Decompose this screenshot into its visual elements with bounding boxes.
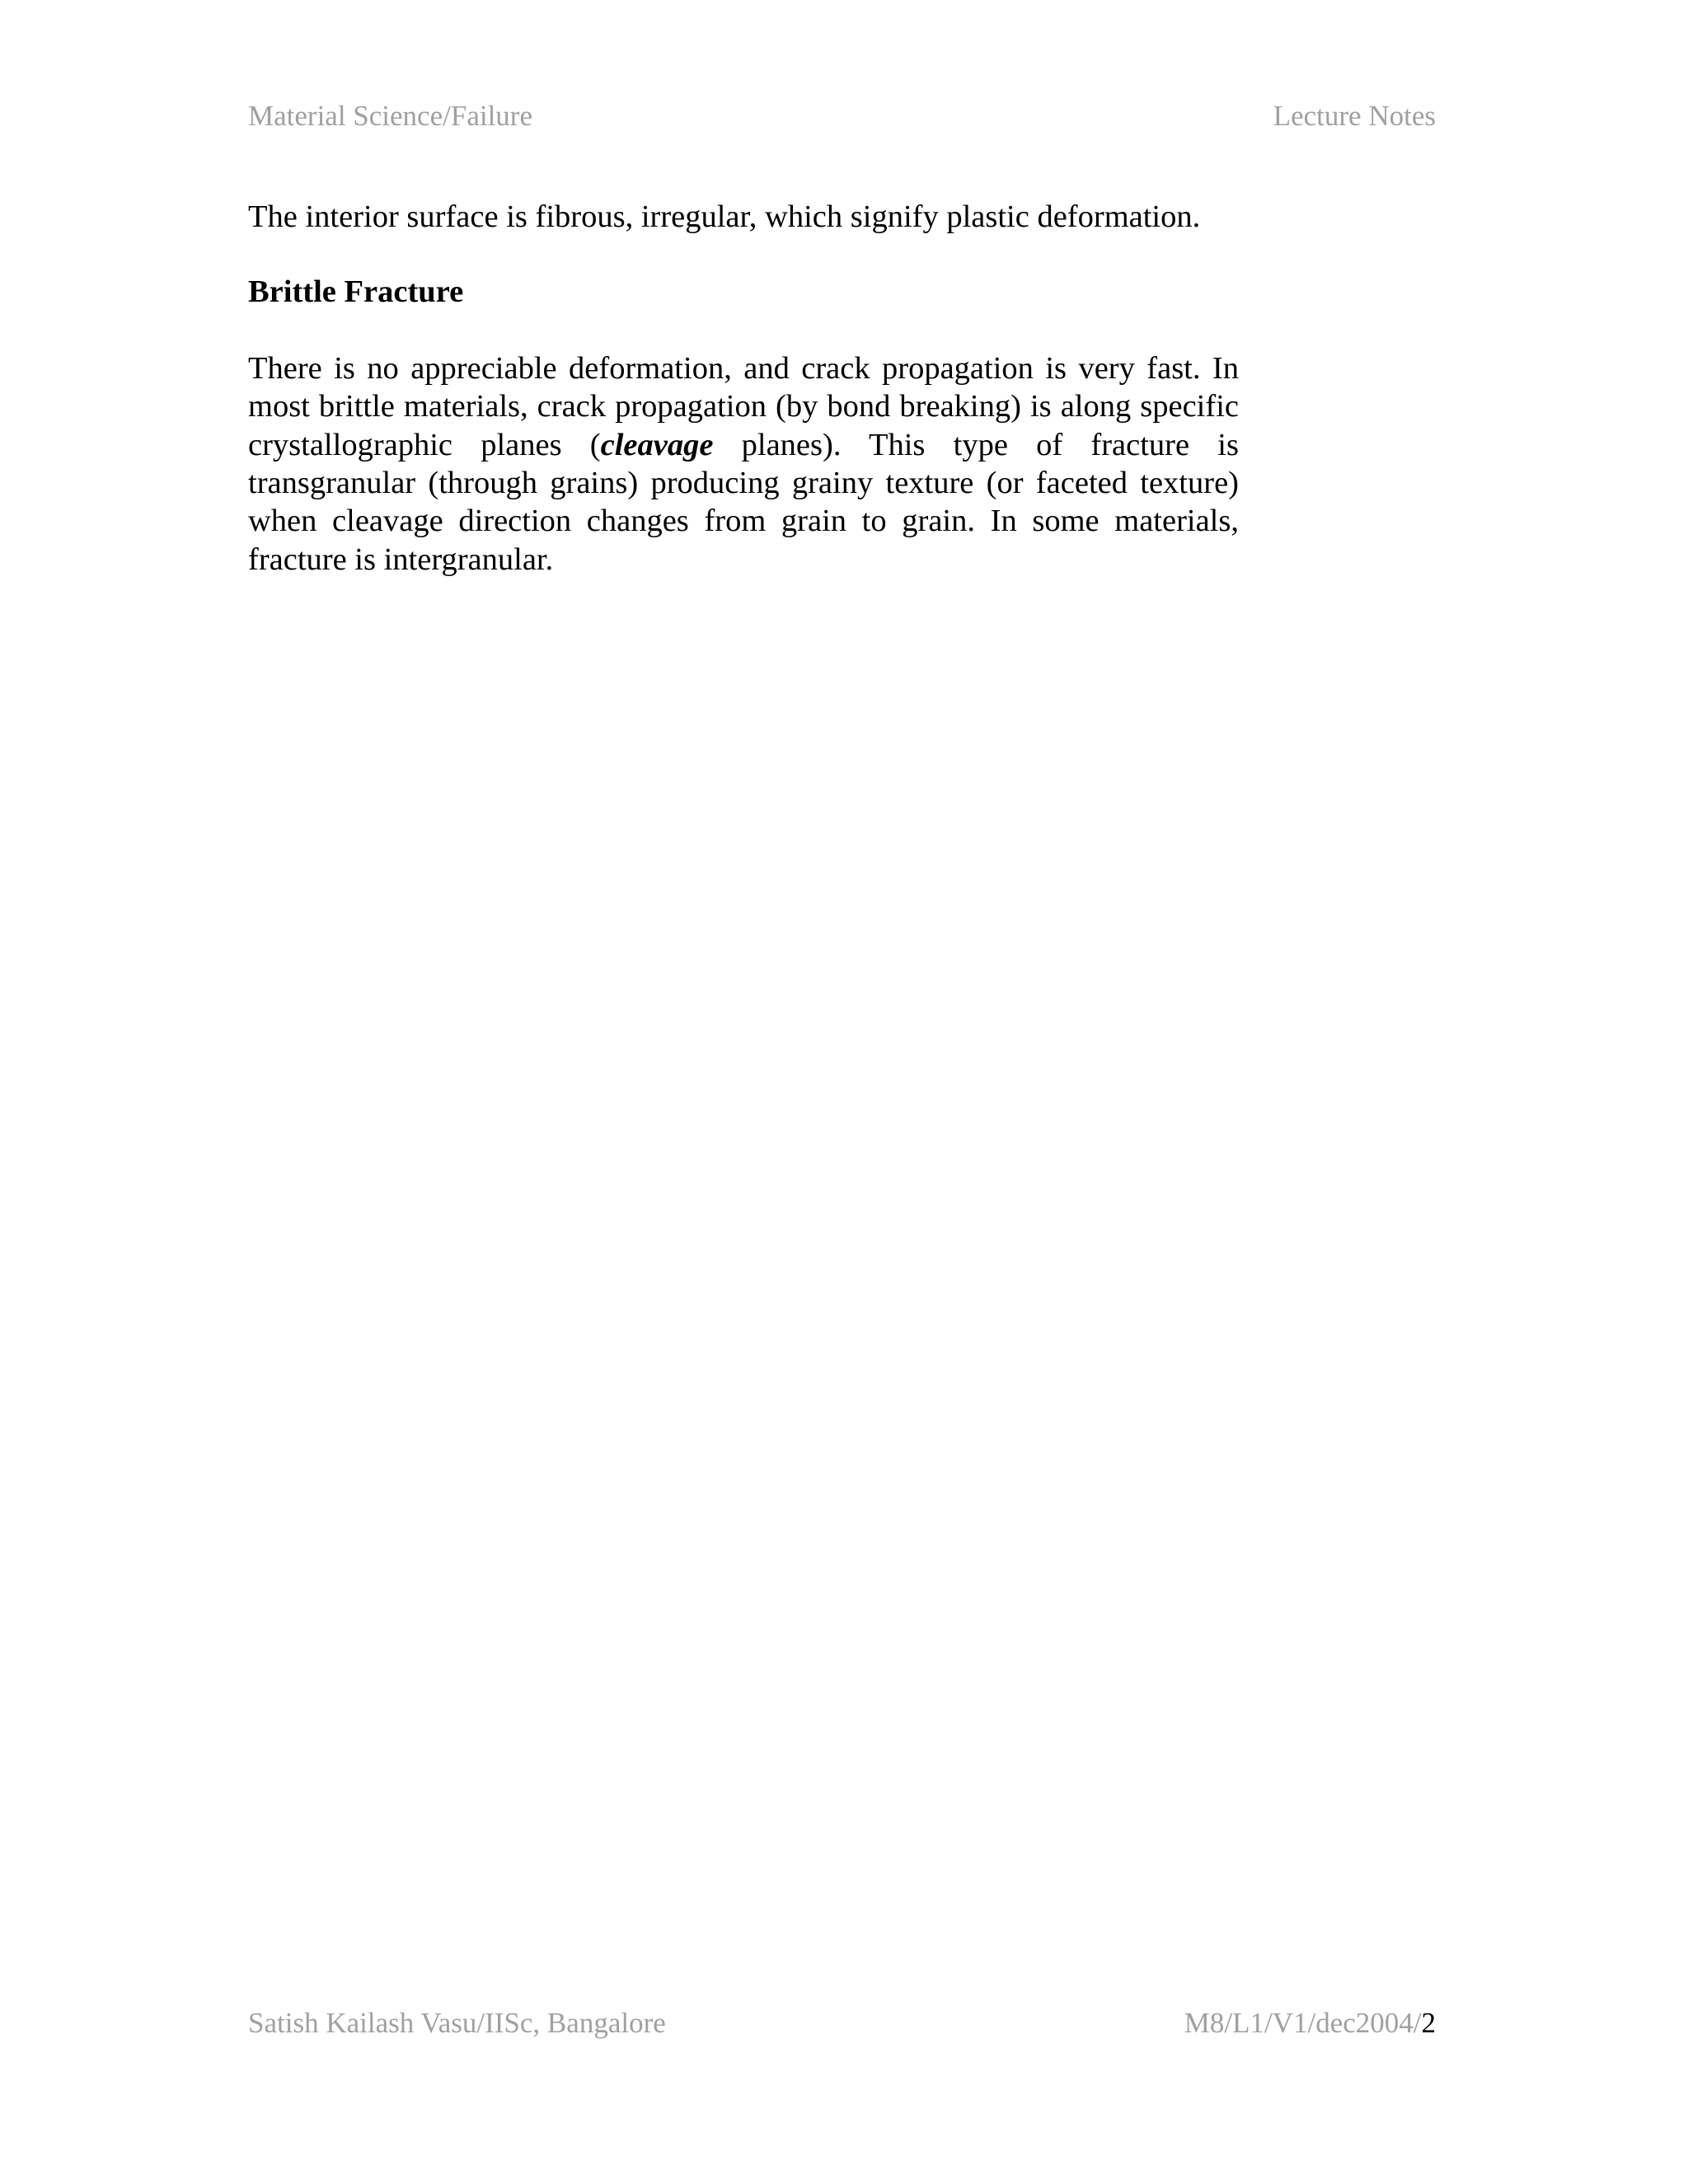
section-heading-brittle-fracture: Brittle Fracture — [248, 274, 464, 310]
page-content — [248, 198, 1239, 579]
header-course-title: Material Science/Failure — [248, 100, 532, 132]
paragraph-ductile-surface: The interior surface is fibrous, irregular, which signify plastic deformation. — [248, 199, 1201, 234]
header-doc-type: Lecture Notes — [1273, 100, 1436, 132]
paragraph-text-part-1: There is no appreciable deformation, and crack propagation is very fast. In most brittle materials, crack propagation (by bond breaking) is along specific crystallographic planes ( — [248, 350, 1239, 462]
footer-author: Satish Kailash Vasu/IISc, Bangalore — [248, 2007, 666, 2039]
paragraph-text-part-2: planes). This type of fracture is transgranular (through grains) producing grainy texture (or faceted texture) when cleavage direction changes from grain to grain. In some materials, fracture is intergranular. — [248, 427, 1239, 577]
page-number: 2 — [1421, 2007, 1436, 2039]
emphasis-cleavage: cleavage — [600, 427, 714, 462]
footer-doc-code: M8/L1/V1/dec2004/ — [1184, 2007, 1422, 2039]
paragraph-brittle-fracture — [248, 349, 1239, 579]
footer-doc-id — [1184, 2006, 1436, 2041]
